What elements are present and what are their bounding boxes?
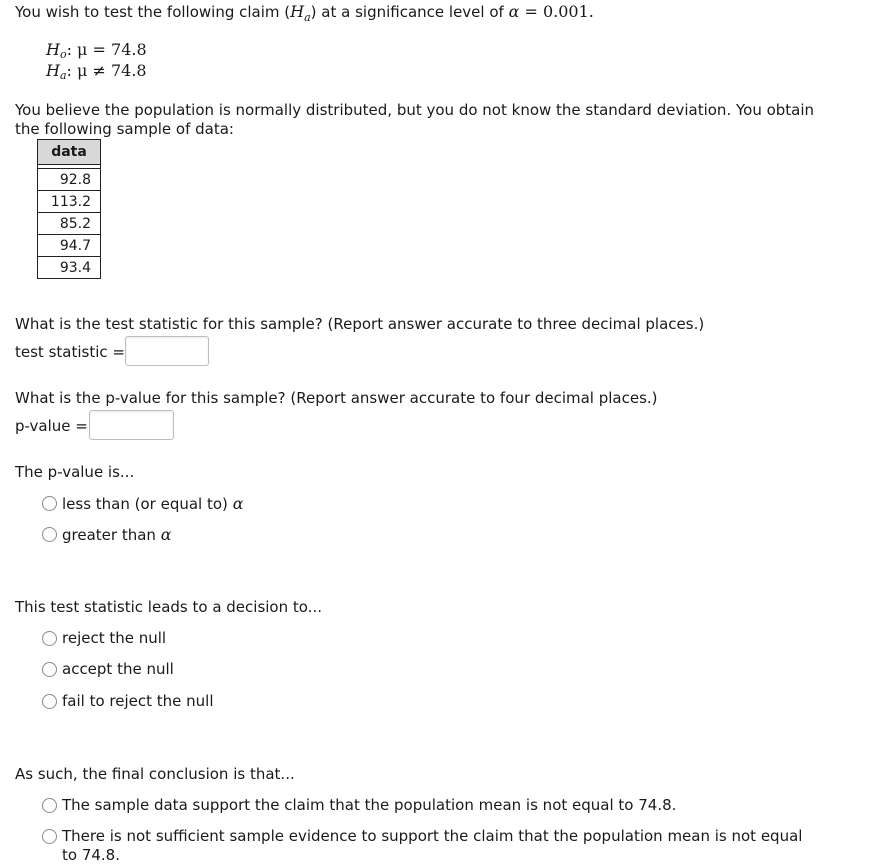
- option-label: reject the null: [62, 629, 167, 647]
- option-less-than-alpha[interactable]: [42, 494, 244, 514]
- p-value-prompt: What is the p-value for this sample? (Report answer accurate to four decimal places.): [15, 389, 658, 407]
- radio-button[interactable]: [42, 798, 57, 813]
- data-table-header: data: [38, 140, 101, 165]
- radio-button[interactable]: [42, 694, 57, 709]
- option-label: greater than α: [62, 525, 172, 544]
- radio-button[interactable]: [42, 496, 57, 511]
- description-line-2: the following sample of data:: [15, 120, 234, 138]
- table-cell: 85.2: [38, 213, 101, 235]
- intro-line: [15, 2, 594, 27]
- alpha-expression: α = 0.001.: [508, 2, 594, 21]
- intro-text-middle: ) at a significance level of: [310, 3, 509, 21]
- description-line-1: You believe the population is normally distributed, but you do not know the standard deviation. You obtain: [15, 101, 815, 119]
- option-insufficient-evidence[interactable]: [42, 827, 822, 865]
- option-label: There is not sufficient sample evidence to support the claim that the population mean is not equal to 74.8.: [62, 827, 803, 864]
- table-cell: 93.4: [38, 257, 101, 279]
- claim-symbol: $H_a$: [290, 2, 311, 25]
- data-table: [37, 139, 101, 279]
- null-hypothesis: $H_o$: μ = 74.8: [46, 40, 147, 61]
- radio-button[interactable]: [42, 662, 57, 677]
- p-value-input[interactable]: [89, 410, 174, 440]
- radio-button[interactable]: [42, 631, 57, 646]
- radio-button[interactable]: [42, 829, 57, 844]
- table-cell: 94.7: [38, 235, 101, 257]
- intro-text-before: You wish to test the following claim (: [15, 3, 291, 21]
- table-cell: 113.2: [38, 191, 101, 213]
- option-label: accept the null: [62, 660, 174, 678]
- p-value-comparison-prompt: The p-value is...: [15, 463, 135, 481]
- option-label: fail to reject the null: [62, 692, 214, 710]
- option-fail-to-reject-null[interactable]: [42, 692, 214, 711]
- test-statistic-label: test statistic =: [15, 343, 125, 361]
- alternative-hypothesis: $H_a$: μ ≠ 74.8: [46, 61, 147, 82]
- radio-button[interactable]: [42, 527, 57, 542]
- option-accept-null[interactable]: [42, 660, 174, 679]
- test-statistic-prompt: What is the test statistic for this sample? (Report answer accurate to three decimal places.): [15, 315, 705, 333]
- p-value-label: p-value =: [15, 417, 88, 435]
- conclusion-prompt: As such, the final conclusion is that...: [15, 765, 295, 783]
- option-label: The sample data support the claim that the population mean is not equal to 74.8.: [62, 796, 677, 814]
- table-cell: 92.8: [38, 169, 101, 191]
- test-statistic-input[interactable]: [125, 336, 209, 366]
- option-data-support-claim[interactable]: [42, 796, 676, 815]
- decision-prompt: This test statistic leads to a decision to...: [15, 598, 322, 616]
- option-greater-than-alpha[interactable]: [42, 525, 172, 545]
- option-reject-null[interactable]: [42, 629, 166, 648]
- option-label: less than (or equal to) α: [62, 494, 244, 513]
